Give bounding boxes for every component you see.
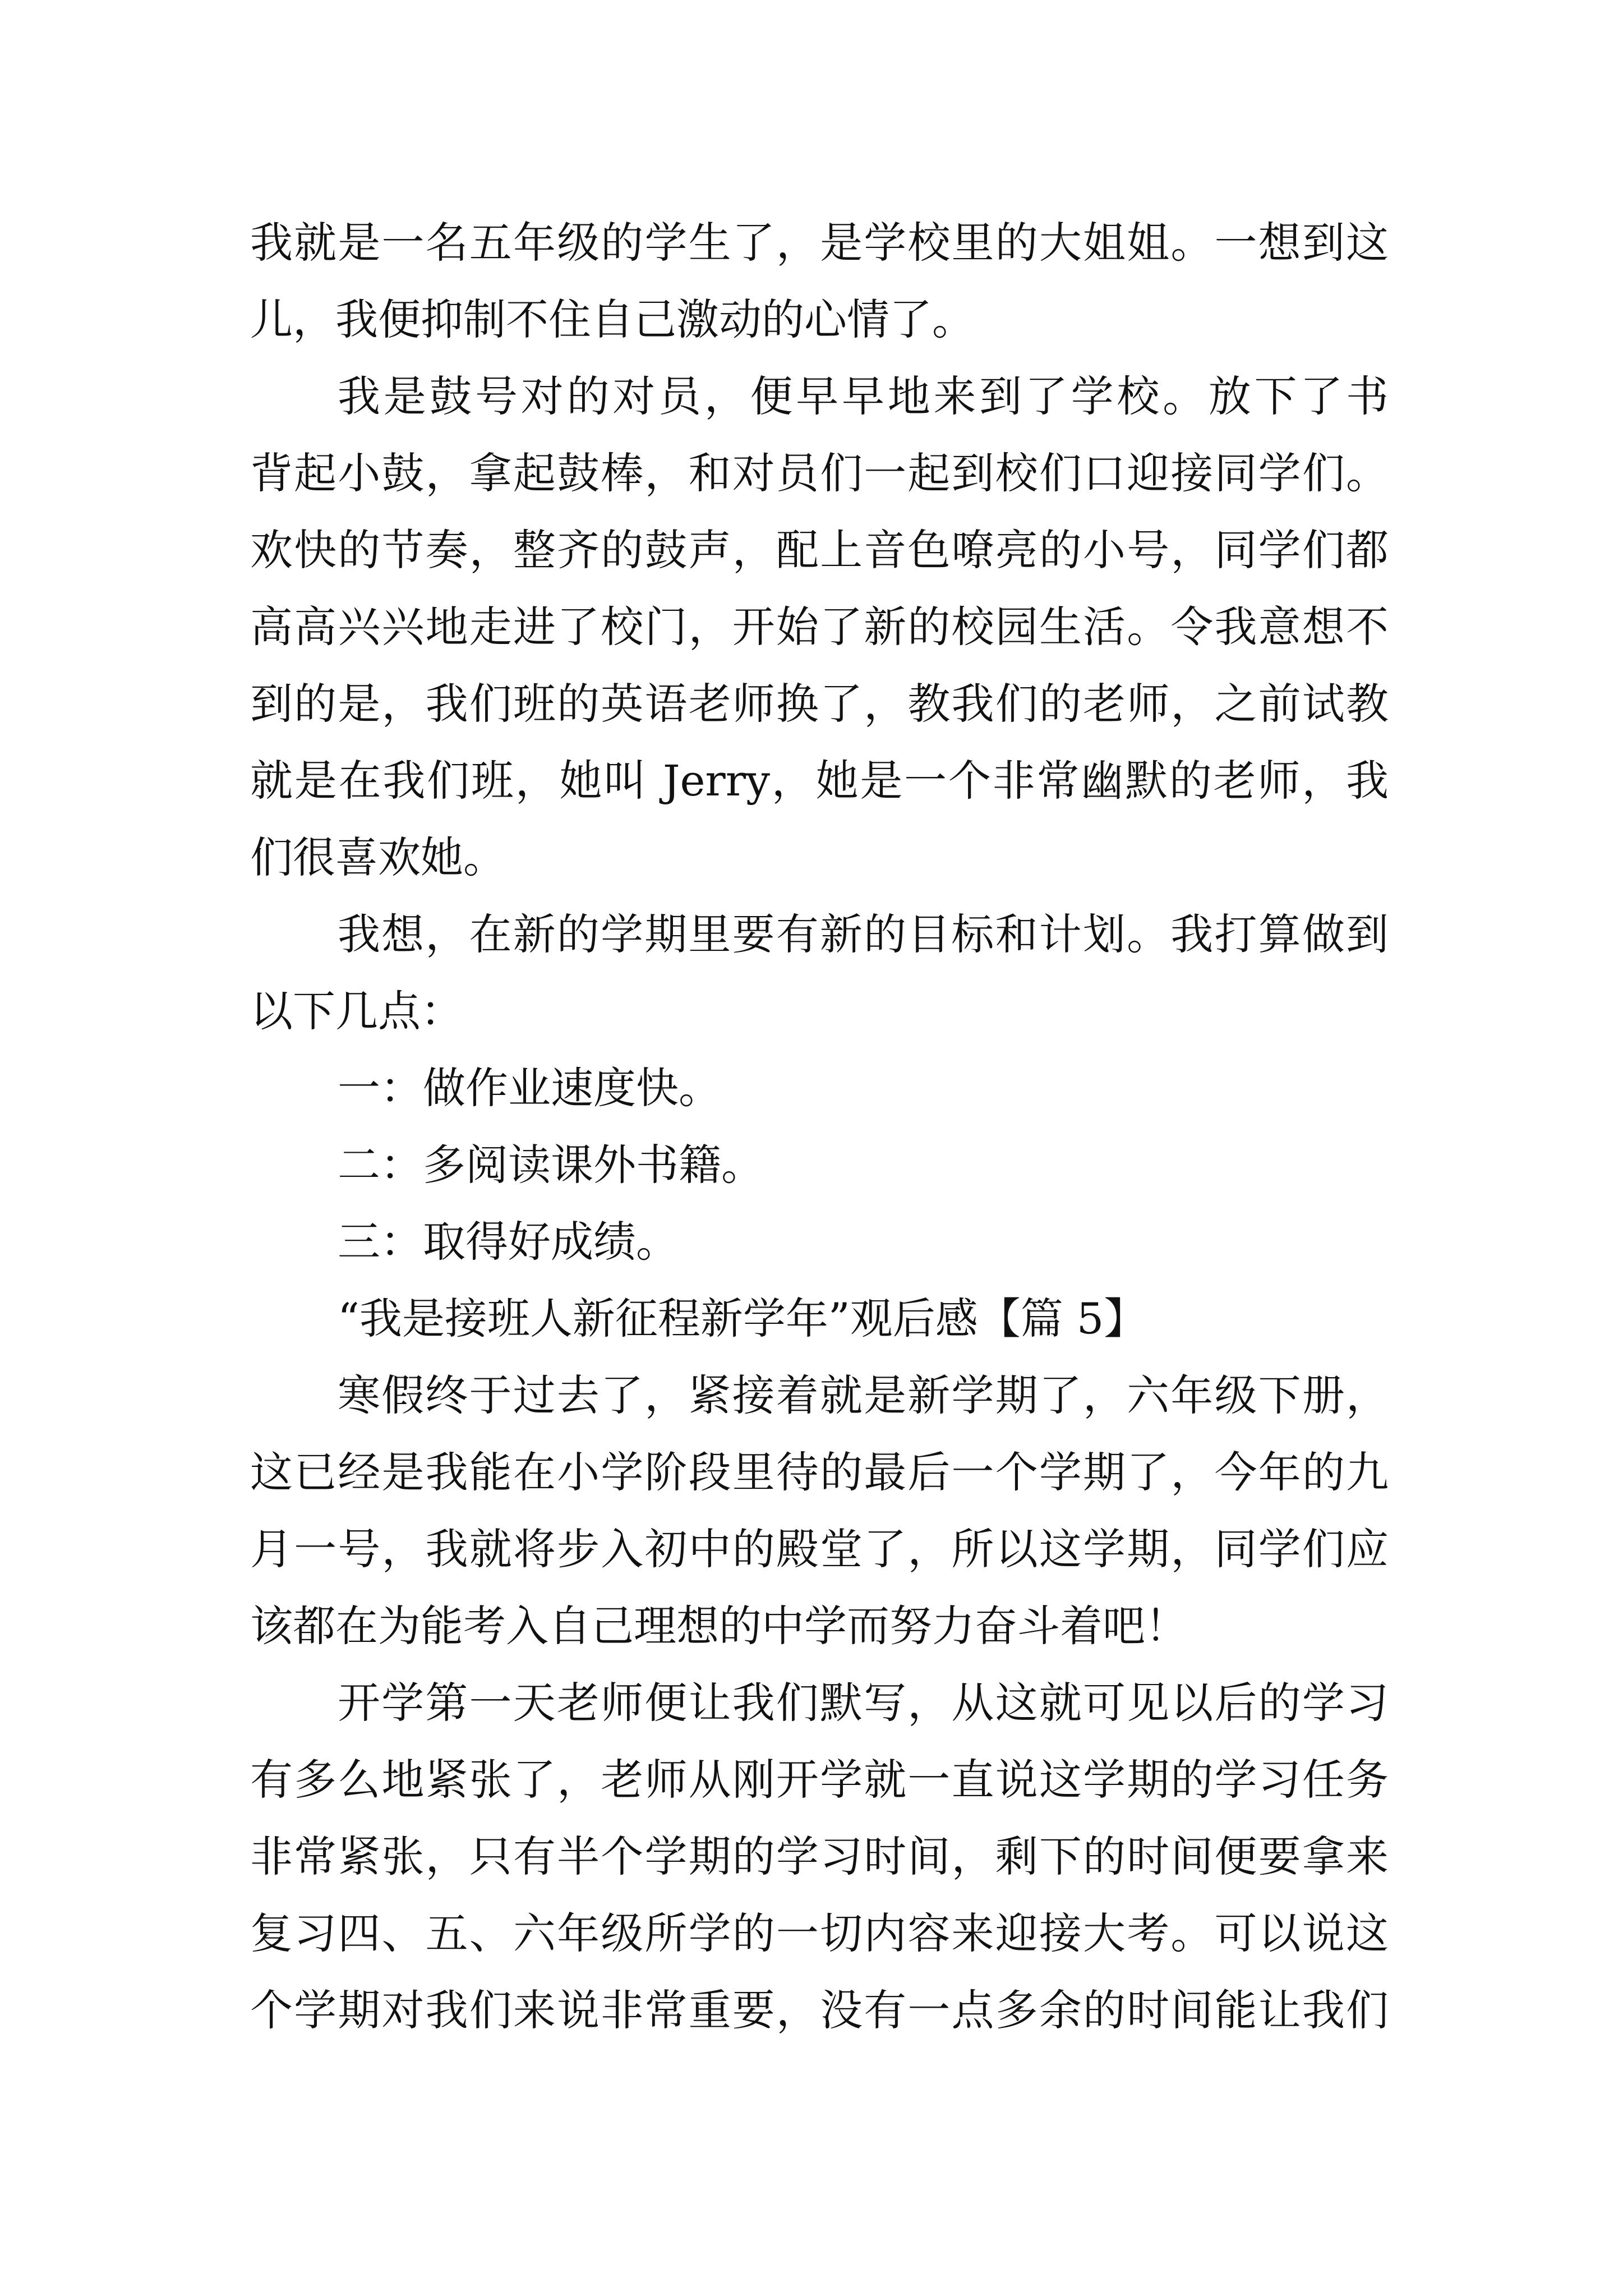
text-line: 我是鼓号对的对员，便早早地来到了学校。放下了书 xyxy=(338,371,1389,421)
text-line: 一：做作业速度快。 xyxy=(338,1063,721,1113)
paragraph xyxy=(250,1357,1389,1664)
text-line: 到的是，我们班的英语老师换了，教我们的老师，之前试教 xyxy=(250,679,1389,729)
text-line: 寒假终于过去了，紧接着就是新学期了，六年级下册， xyxy=(338,1370,1389,1420)
list-item xyxy=(250,1126,1389,1203)
text-line: 我想，在新的学期里要有新的目标和计划。我打算做到 xyxy=(338,909,1389,959)
text-line: 该都在为能考入自己理想的中学而努力奋斗着吧！ xyxy=(250,1601,1188,1651)
text-line: 非常紧张，只有半个学期的学习时间，剩下的时间便要拿来 xyxy=(250,1832,1389,1881)
list-item xyxy=(250,1050,1389,1126)
text-line: 三：取得好成绩。 xyxy=(338,1217,679,1267)
section-heading: “我是接班人新征程新学年”观后感【篇 5】 xyxy=(338,1294,1147,1343)
text-line: 们很喜欢她。 xyxy=(250,832,506,882)
text-line: 二：多阅读课外书籍。 xyxy=(338,1140,764,1190)
text-line: 以下几点： xyxy=(250,986,463,1036)
paragraph xyxy=(250,204,1389,358)
text-line: 儿，我便抑制不住自己激动的心情了。 xyxy=(250,295,975,344)
paragraph xyxy=(250,1664,1389,2049)
text-line: 月一号，我就将步入初中的殿堂了，所以这学期，同学们应 xyxy=(250,1524,1389,1574)
paragraph xyxy=(250,896,1389,1050)
text-line: 个学期对我们来说非常重要，没有一点多余的时间能让我们 xyxy=(250,1985,1389,2035)
paragraph xyxy=(250,358,1389,896)
text-line: 有多么地紧张了，老师从刚开学就一直说这学期的学习任务 xyxy=(250,1755,1389,1805)
text-line: 就是在我们班，她叫 Jerry，她是一个非常幽默的老师，我 xyxy=(250,756,1389,806)
page-body xyxy=(250,204,1389,2049)
text-line: 高高兴兴地走进了校门，开始了新的校园生活。令我意想不 xyxy=(250,602,1389,652)
text-line: 我就是一名五年级的学生了，是学校里的大姐姐。一想到这 xyxy=(250,218,1389,268)
text-line: 这已经是我能在小学阶段里待的最后一个学期了，今年的九 xyxy=(250,1447,1389,1497)
text-line: 背起小鼓，拿起鼓棒，和对员们一起到校们口迎接同学们。 xyxy=(250,448,1389,498)
list-item xyxy=(250,1203,1389,1280)
text-line: 复习四、五、六年级所学的一切内容来迎接大考。可以说这 xyxy=(250,1908,1389,1958)
text-line: 欢快的节奏，整齐的鼓声，配上音色嘹亮的小号，同学们都 xyxy=(250,525,1389,575)
text-line: 开学第一天老师便让我们默写，从这就可见以后的学习 xyxy=(338,1678,1389,1728)
